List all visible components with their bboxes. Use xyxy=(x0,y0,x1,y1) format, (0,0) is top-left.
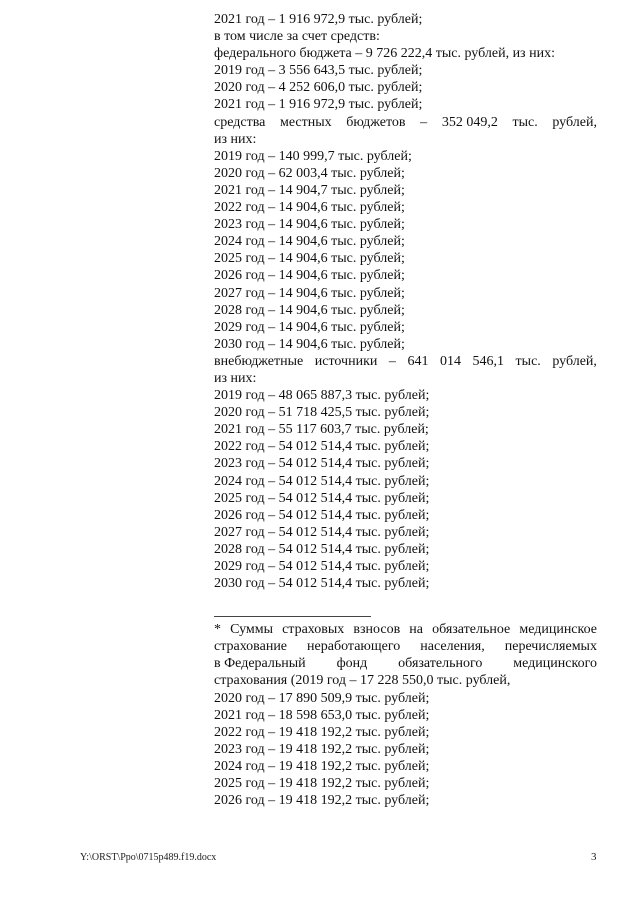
document-body xyxy=(214,11,597,809)
footnote-word: медицинское xyxy=(519,622,597,638)
year-amount-line: 2027 год – 14 904,6 тыс. рублей; xyxy=(214,285,405,301)
footnote-justified-text xyxy=(214,621,597,672)
summary-line: 2019 год – 3 556 643,5 тыс. рублей; xyxy=(214,63,423,79)
year-amount-line: 2024 год – 14 904,6 тыс. рублей; xyxy=(214,234,405,250)
footnote-word: фонд xyxy=(336,656,368,672)
year-amount-line: 2026 год – 14 904,6 тыс. рублей; xyxy=(214,268,405,284)
header-word: тыс. xyxy=(512,114,538,130)
footnote-word: обязательное xyxy=(432,622,511,638)
header-word: местных xyxy=(279,114,332,130)
year-amount-line: 2027 год – 54 012 514,4 тыс. рублей; xyxy=(214,524,430,540)
footnote-word: страховых xyxy=(282,622,345,638)
year-amount-line: 2026 год – 54 012 514,4 тыс. рублей; xyxy=(214,507,430,523)
footnote-word: Суммы xyxy=(230,622,274,638)
page-number: 3 xyxy=(591,851,597,863)
footnote-year-lines xyxy=(214,690,597,810)
footnote-year-line: 2023 год – 19 418 192,2 тыс. рублей; xyxy=(214,741,430,757)
footnote-word: населения, xyxy=(420,639,485,655)
extrabudgetary-header xyxy=(214,353,597,370)
header-word: 352 049,2 xyxy=(441,114,498,130)
year-amount-line: 2025 год – 54 012 514,4 тыс. рублей; xyxy=(214,490,430,506)
footnote-line xyxy=(214,621,597,638)
header-word: – xyxy=(420,114,428,130)
local-budgets-continuation: из них: xyxy=(214,131,257,147)
extrabudgetary-lines xyxy=(214,387,597,592)
local-budgets-header xyxy=(214,114,597,131)
footnote-word: обязательного xyxy=(398,656,483,672)
year-amount-line: 2029 год – 14 904,6 тыс. рублей; xyxy=(214,319,405,335)
year-amount-line: 2023 год – 14 904,6 тыс. рублей; xyxy=(214,217,405,233)
footnote-word: медицинского xyxy=(513,656,597,672)
footnote-separator xyxy=(214,616,371,617)
year-amount-line: 2021 год – 14 904,7 тыс. рублей; xyxy=(214,182,405,198)
header-word: бюджетов xyxy=(346,114,406,130)
header-word: источники xyxy=(314,353,378,369)
summary-line: 2021 год – 1 916 972,9 тыс. рублей; xyxy=(214,97,423,113)
header-word: 641 xyxy=(407,353,429,369)
year-amount-line: 2028 год – 14 904,6 тыс. рублей; xyxy=(214,302,405,318)
header-word: рублей, xyxy=(552,114,597,130)
footnote-word: неработающего xyxy=(307,639,401,655)
footnote-line xyxy=(214,638,597,655)
year-amount-line: 2020 год – 62 003,4 тыс. рублей; xyxy=(214,165,405,181)
footnote-year-line: 2022 год – 19 418 192,2 тыс. рублей; xyxy=(214,724,430,740)
summary-line: 2021 год – 1 916 972,9 тыс. рублей; xyxy=(214,12,423,27)
footnote-year-line: 2025 год – 19 418 192,2 тыс. рублей; xyxy=(214,776,430,792)
footnote-word: перечисляемых xyxy=(504,639,597,655)
footnote-word: страхование xyxy=(214,639,288,655)
year-amount-line: 2030 год – 14 904,6 тыс. рублей; xyxy=(214,336,405,352)
year-amount-line: 2021 год – 55 117 603,7 тыс. рублей; xyxy=(214,422,429,438)
year-amount-line: 2019 год – 140 999,7 тыс. рублей; xyxy=(214,148,412,164)
year-amount-line: 2023 год – 54 012 514,4 тыс. рублей; xyxy=(214,456,430,472)
header-word: 014 xyxy=(439,353,461,369)
summary-line: в том числе за счет средств: xyxy=(214,29,380,45)
funding-summary-lines xyxy=(214,11,597,114)
header-word: – xyxy=(388,353,396,369)
year-amount-line: 2028 год – 54 012 514,4 тыс. рублей; xyxy=(214,541,430,557)
header-word: средства xyxy=(214,114,266,130)
year-amount-line: 2029 год – 54 012 514,4 тыс. рублей; xyxy=(214,559,430,574)
footnote-word: на xyxy=(409,622,423,638)
year-amount-line: 2022 год – 14 904,6 тыс. рублей; xyxy=(214,200,405,216)
summary-line: федерального бюджета – 9 726 222,4 тыс. рублей, из них: xyxy=(214,46,555,62)
header-word: 546,1 xyxy=(472,353,505,369)
section-gap xyxy=(214,592,597,616)
footnote-year-line: 2026 год – 19 418 192,2 тыс. рублей; xyxy=(214,793,430,809)
footnote-year-line: 2020 год – 17 890 509,9 тыс. рублей; xyxy=(214,690,430,706)
footnote-word: в Федеральный xyxy=(214,656,306,672)
footnote-word: взносов xyxy=(353,622,401,638)
footnote-line xyxy=(214,655,597,672)
footer-file-path: Y:\ORST\Ppo\0715p489.f19.docx xyxy=(80,852,217,863)
extrabudgetary-continuation: из них: xyxy=(214,370,257,386)
footnote-last-line: страхования (2019 год – 17 228 550,0 тыс. рублей, xyxy=(214,673,511,689)
header-word: тыс. xyxy=(515,353,541,369)
summary-line: 2020 год – 4 252 606,0 тыс. рублей; xyxy=(214,80,423,96)
year-amount-line: 2022 год – 54 012 514,4 тыс. рублей; xyxy=(214,439,430,455)
header-word: рублей, xyxy=(552,353,597,369)
header-word: внебюджетные xyxy=(214,353,304,369)
year-amount-line: 2030 год – 54 012 514,4 тыс. рублей; xyxy=(214,576,430,592)
year-amount-line: 2024 год – 54 012 514,4 тыс. рублей; xyxy=(214,473,430,489)
year-amount-line: 2019 год – 48 065 887,3 тыс. рублей; xyxy=(214,388,430,404)
local-budgets-lines xyxy=(214,148,597,353)
footnote-year-line: 2024 год – 19 418 192,2 тыс. рублей; xyxy=(214,758,430,774)
year-amount-line: 2020 год – 51 718 425,5 тыс. рублей; xyxy=(214,405,430,421)
year-amount-line: 2025 год – 14 904,6 тыс. рублей; xyxy=(214,251,405,267)
footnote-word: * xyxy=(214,622,221,638)
footnote-year-line: 2021 год – 18 598 653,0 тыс. рублей; xyxy=(214,707,430,723)
